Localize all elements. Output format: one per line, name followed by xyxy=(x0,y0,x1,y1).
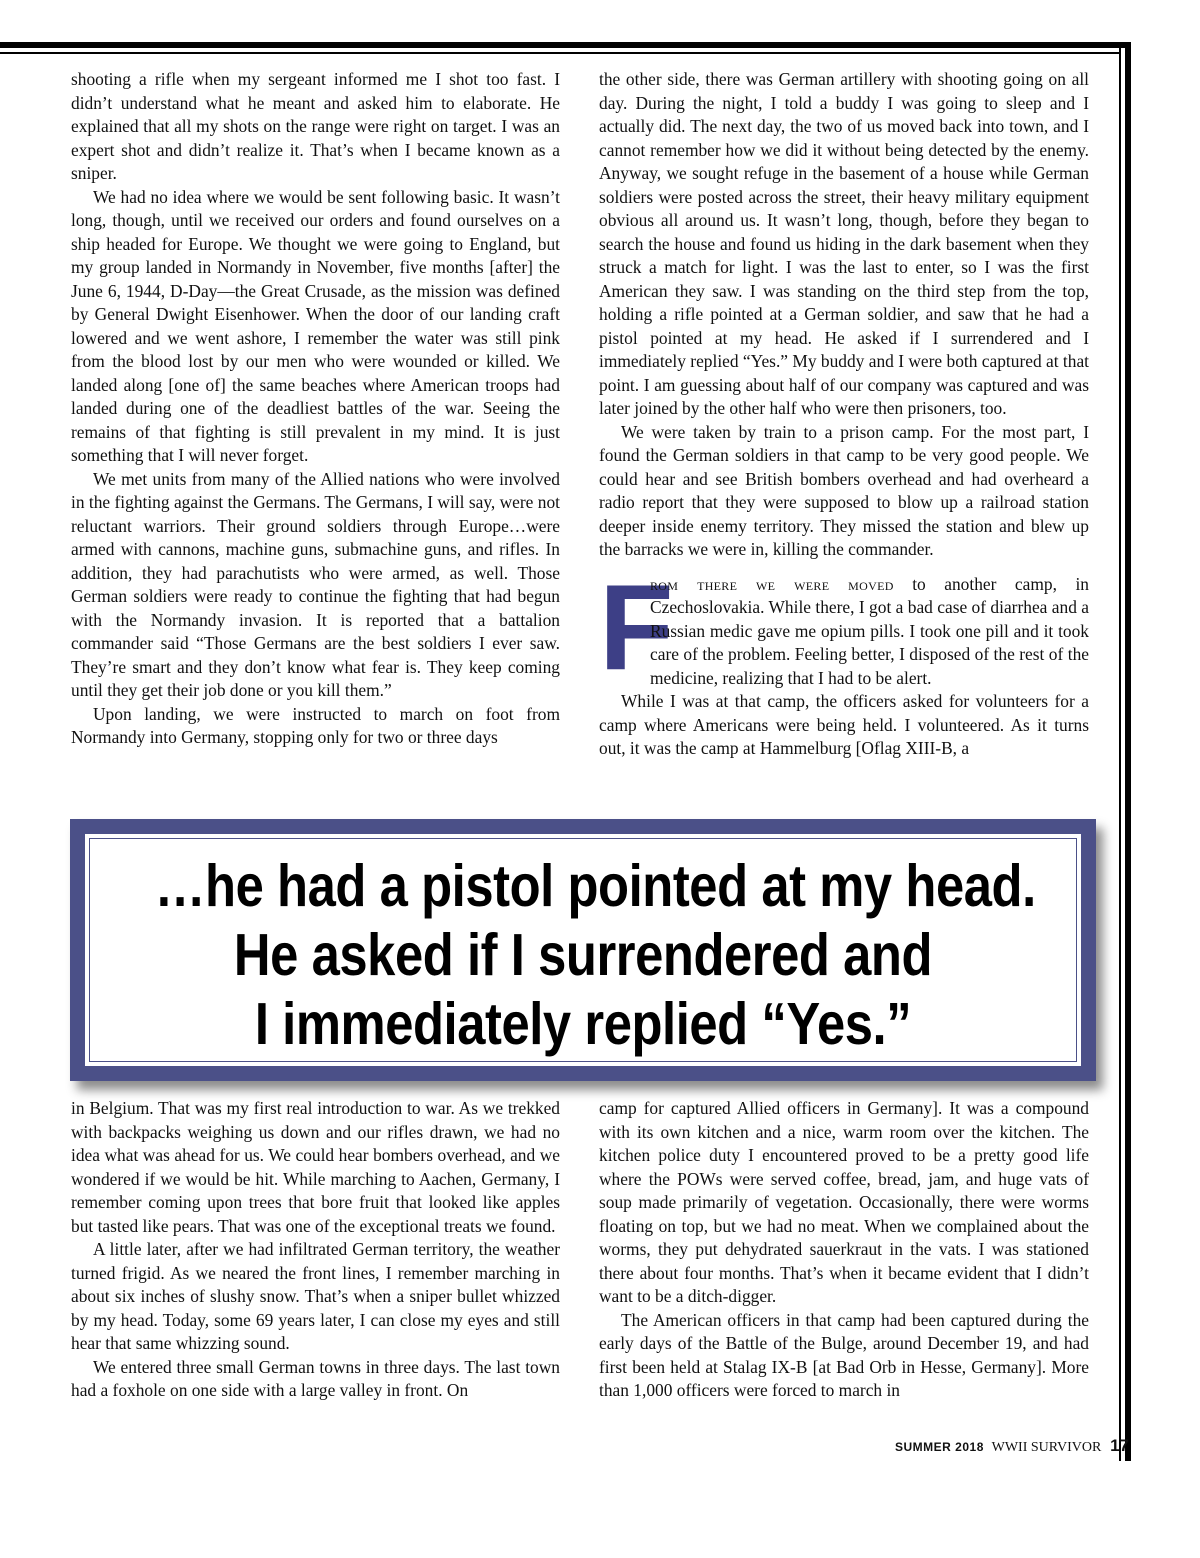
column-bottom-left xyxy=(71,1097,560,1403)
footer-publication: WWII SURVIVOR xyxy=(991,1440,1102,1455)
pull-quote-line: …he had a pistol pointed at my head. xyxy=(154,853,1036,919)
dropcap-text: to another camp, in Czechoslovakia. While there, I got a bad case of diarrhea and a Russian medic gave me opium pills. I took one pill and it took care of the problem. Feeling better, I disposed of the rest of the medicine, realizing that I had to be alert. xyxy=(650,573,1089,688)
paragraph: We were taken by train to a prison camp. For the most part, I found the German soldiers in that camp to be very good people. We could hear and see British bombers overhead and had overheard a radio report that they were supposed to blow up a railroad station deeper inside enemy territory. They missed the station and blew up the barracks we were in, killing the commander. xyxy=(599,421,1089,559)
paragraph: The American officers in that camp had been captured during the early days of the Battle of the Bulge, around December 19, and had first been held at Stalag IX-B [at Bad Orb in Hesse, Germany]. More than 1,000 officers were forced to march in xyxy=(599,1309,1089,1400)
pull-quote-line: I immediately replied “Yes.” xyxy=(254,991,912,1057)
dropcap-lead-in: rom there we were moved xyxy=(650,573,894,594)
paragraph: We met units from many of the Allied nations who were involved in the fighting against the Germans. The Germans, I will say, were not reluctant warriors. Their ground soldiers through Europe…were armed with cannons, machine guns, submachine guns, and rifles. In addition, they had parachutists who were armed, as well. Those German soldiers were ready to continue the fighting that had begun with the Normandy invasion. It is reported that a battalion commander said “Those Germans are the best soldiers I ever saw. They’re smart and they don’t know what fear is. They keep coming until they get their job done or you kill them.” xyxy=(71,468,560,700)
footer-issue: SUMMER 2018 xyxy=(895,1440,984,1454)
dropcap-paragraph xyxy=(599,558,1089,695)
pull-quote-box xyxy=(70,819,1096,1081)
paragraph: the other side, there was German artillery with shooting going on all day. During the night, I told a buddy I was going to sleep and I actually did. The next day, the two of us moved back into town, and I cannot remember how we did it without being detected by the enemy. Anyway, we sought refuge in the basement of a house while German soldiers were posted across the street, their heavy military equipment obvious all around us. It wasn’t long, though, before they began to search the house and found us hiding in the dark basement when they struck a match for light. I was the last to enter, so I was the first American they saw. I was standing on the third step from the top, holding a rifle pointed at a German soldier, and saw that he had a pistol pointed at my head. He asked if I surrendered and I immediately replied “Yes.” My buddy and I were both captured at that point. I am guessing about half of our company was captured and was later joined by the other half who were then prisoners, too. xyxy=(599,69,1089,418)
paragraph: We had no idea where we would be sent following basic. It wasn’t long, though, until we received our orders and found ourselves on a ship headed for Europe. We thought we were going to England, but my group landed in Normandy in November, five months [after] the June 6, 1944, D-Day—the Great Crusade, as the mission was defined by General Dwight Eisenhower. When the door of our landing craft lowered and we went ashore, I remember the water was still pink from the blood lost by our men who were wounded or killed. We landed along [one of] the same beaches where American troops had landed during one of the deadliest battles of the war. Seeing the remains of that fighting is still prevalent in my mind. It is just something that I will never forget. xyxy=(71,186,560,465)
page-footer xyxy=(895,1436,1129,1458)
drop-cap-letter: F xyxy=(599,558,674,695)
pull-quote-inner xyxy=(85,834,1081,1066)
paragraph: in Belgium. That was my first real introduction to war. As we trekked with backpacks weighing us down and our rifles drawn, we had no idea what was ahead for us. We could hear bombers overhead, and we wondered if we would be hit. While marching to Aachen, Germany, I remember coming upon trees that bore fruit that looked like apples but tasted like pears. That was one of the exceptional treats we found. xyxy=(71,1098,560,1236)
column-bottom-right xyxy=(599,1097,1089,1403)
paragraph: shooting a rifle when my sergeant informed me I shot too fast. I didn’t understand what he meant and asked him to elaborate. He explained that all my shots on the range were right on target. I was an expert shot and didn’t realize it. That’s when I became known as a sniper. xyxy=(71,69,560,183)
paragraph: camp for captured Allied officers in Germany]. It was a compound with its own kitchen and a nice, warm room over the kitchen. The kitchen police duty I encountered proved to be a pretty good life where the POWs were served coffee, bread, jam, and huge vats of soup made primarily of vegetation. Occasionally, there were worms floating on top, but we had no meat. When we complained about the worms, they put dehydrated sauerkraut in the vats. I was stationed there about four months. That’s when it became evident that I didn’t want to be a ditch-digger. xyxy=(599,1098,1089,1306)
paragraph: We entered three small German towns in three days. The last town had a foxhole on one side with a large valley in front. On xyxy=(71,1356,560,1400)
pull-quote-text xyxy=(154,852,1036,1059)
pull-quote-line: He asked if I surrendered and xyxy=(233,922,933,988)
column-top-left xyxy=(71,68,560,750)
column-top-right xyxy=(599,68,1089,761)
paragraph: While I was at that camp, the officers asked for volunteers for a camp where Americans were being held. I volunteered. As it turns out, it was the camp at Hammelburg [Oflag XIII-B, a xyxy=(599,691,1089,758)
paragraph: A little later, after we had infiltrated German territory, the weather turned frigid. As we neared the front lines, I remember marching in about six inches of slushy snow. That’s when a sniper bullet whizzed by my head. Today, some 69 years later, I can close my eyes and still hear that same whizzing sound. xyxy=(71,1239,560,1353)
paragraph: Upon landing, we were instructed to march on foot from Normandy into Germany, stopping only for two or three days xyxy=(71,703,560,747)
page-number: 17 xyxy=(1110,1436,1129,1455)
